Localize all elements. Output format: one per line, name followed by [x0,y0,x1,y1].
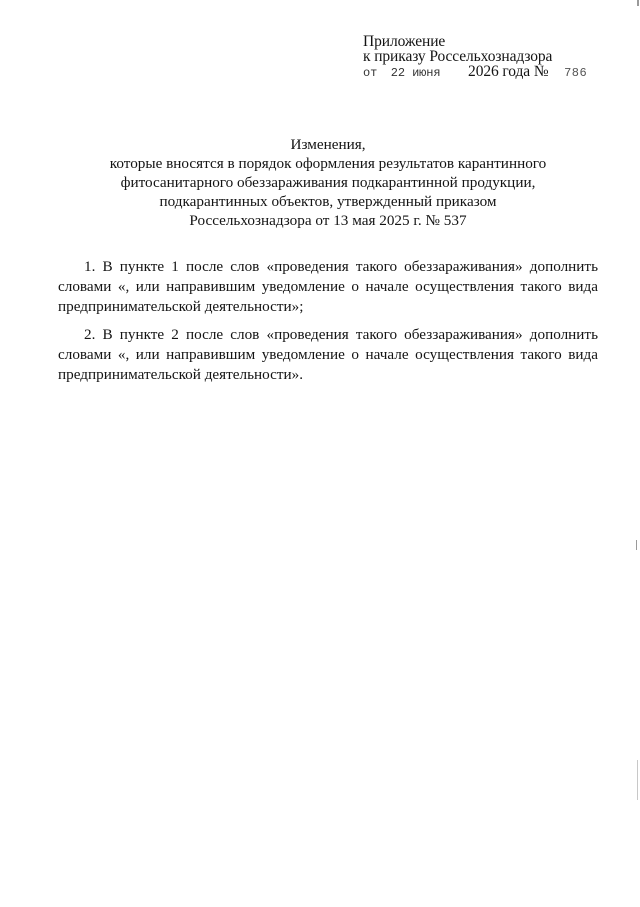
order-number: 786 [564,66,588,80]
amendments-list [58,257,598,393]
amendment-line: предпринимательской деятельности». [58,366,304,383]
document-heading [60,135,596,230]
heading-line: которые вносятся в порядок оформления результатов карантинного [109,155,547,172]
appendix-date-line [363,64,587,81]
heading-line: подкарантинных объектов, утвержденный приказом [159,193,497,210]
appendix-block [363,34,587,81]
amendment-item [58,257,598,317]
amendment-item [58,325,598,385]
amendment-line: 1. В пункте 1 после слов «проведения такого обеззараживания» дополнить [84,258,598,275]
amendment-line: предпринимательской деятельности»; [58,298,304,315]
date-prefix: от [363,66,378,80]
amendment-line: словами «, или направившим уведомление о начале осуществления такого вида [58,346,598,363]
heading-line: фитосанитарного обеззараживания подкарантинной продукции, [120,174,536,191]
scan-edge-mark [637,760,638,800]
appendix-title: Приложение [363,33,446,50]
heading-line: Изменения, [290,136,366,153]
date-value: 22 июня [390,66,441,80]
year-text: 2026 года № [468,63,549,80]
amendment-line: словами «, или направившим уведомление о начале осуществления такого вида [58,278,598,295]
appendix-order-reference: к приказу Россельхознадзора [363,48,553,65]
scan-edge-mark [637,0,639,6]
heading-line: Россельхознадзора от 13 мая 2025 г. № 537 [189,212,467,229]
scan-edge-mark [636,540,637,550]
amendment-line: 2. В пункте 2 после слов «проведения такого обеззараживания» дополнить [84,326,598,343]
